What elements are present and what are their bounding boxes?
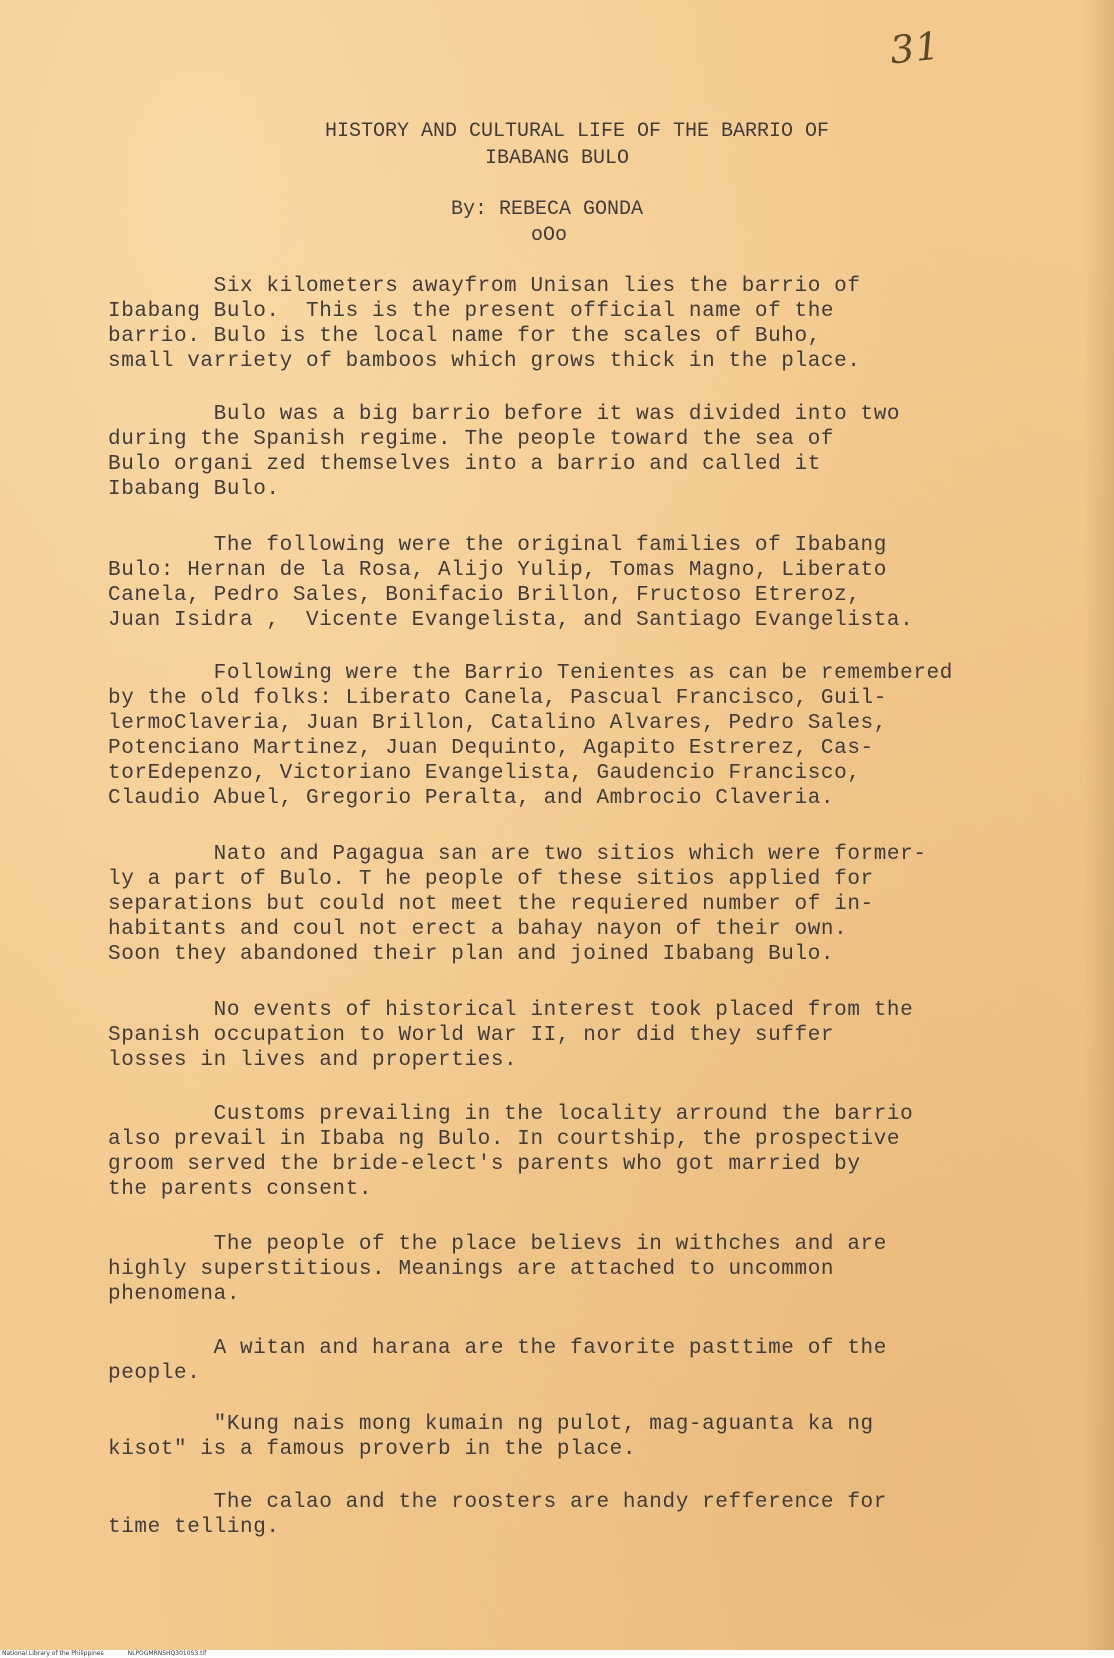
paragraph-pastimes: A witan and harana are the favorite pasttime of the people. [108, 1337, 887, 1385]
footer-library: National Library of the Philippines [2, 1650, 104, 1657]
scan-footer [0, 1650, 1114, 1658]
paragraph-proverb: "Kung nais mong kumain ng pulot, mag-aguanta ka ng kisot" is a famous proverb in the place. [108, 1413, 874, 1461]
paragraph-superstitions: The people of the place believs in withches and are highly superstitious. Meanings are attached to uncommon phenomena. [108, 1233, 887, 1306]
paragraph-sitios: Nato and Pagagua san are two sitios which were former- ly a part of Bulo. T he people of these sitios applied for separations but could not meet the requiered number of in- habitants and coul not erect a bahay nayon of their own. Soon they abandoned their plan and joined Ibabang Bulo. [108, 843, 927, 966]
author-byline: By: REBECA GONDA [450, 198, 644, 221]
paragraph-barrio-tenientes: Following were the Barrio Tenientes as can be remembered by the old folks: Liberato Canela, Pascual Francisco, Guil- lermoClaveria, Juan Brillon, Catalino Alvares, Pedro Sales, Potenciano Martinez, Juan Dequinto, Agapito Estrerez, Cas- torEdepenzo, Victoriano Evangelista, Gaudencio Francisco, Claudio Abuel, Gregorio Peralta, and Ambrocio Claveria. [108, 662, 953, 810]
paragraph-original-families: The following were the original families of Ibabang Bulo: Hernan de la Rosa, Alijo Yulip, Tomas Magno, Liberato Canela, Pedro Sales, Bonifacio Brillon, Fructoso Etreroz, Juan Isidra , Vicente Evangelista, and Santiago Evangelista. [108, 534, 914, 632]
paragraph-location: Six kilometers awayfrom Unisan lies the barrio of Ibabang Bulo. This is the present official name of the barrio. Bulo is the local name for the scales of Buho, small varriety of bamboos which grows thick in the place. [108, 275, 861, 373]
paper-edge-shadow [1084, 0, 1114, 1650]
paragraph-time-telling: The calao and the roosters are handy refference for time telling. [108, 1491, 887, 1539]
paragraph-customs: Customs prevailing in the locality arround the barrio also prevail in Ibaba ng Bulo. In courtship, the prospective groom served the bride-elect's parents who got married by the parents consent. [108, 1103, 914, 1201]
section-divider: oOo [530, 224, 567, 247]
footer-file-id: NLPOGMRNSHQ3010S3.tif [127, 1650, 207, 1657]
paragraph-historical-events: No events of historical interest took placed from the Spanish occupation to World War II, nor did they suffer losses in lives and properties. [108, 999, 914, 1072]
document-title-line-2: IBABANG BULO [484, 147, 630, 170]
page-number: 31 [887, 23, 943, 73]
document-title-line-1: HISTORY AND CULTURAL LIFE OF THE BARRIO OF [324, 120, 830, 143]
paragraph-division: Bulo was a big barrio before it was divided into two during the Spanish regime. The people toward the sea of Bulo organi zed themselves into a barrio and called it Ibabang Bulo. [108, 403, 901, 501]
